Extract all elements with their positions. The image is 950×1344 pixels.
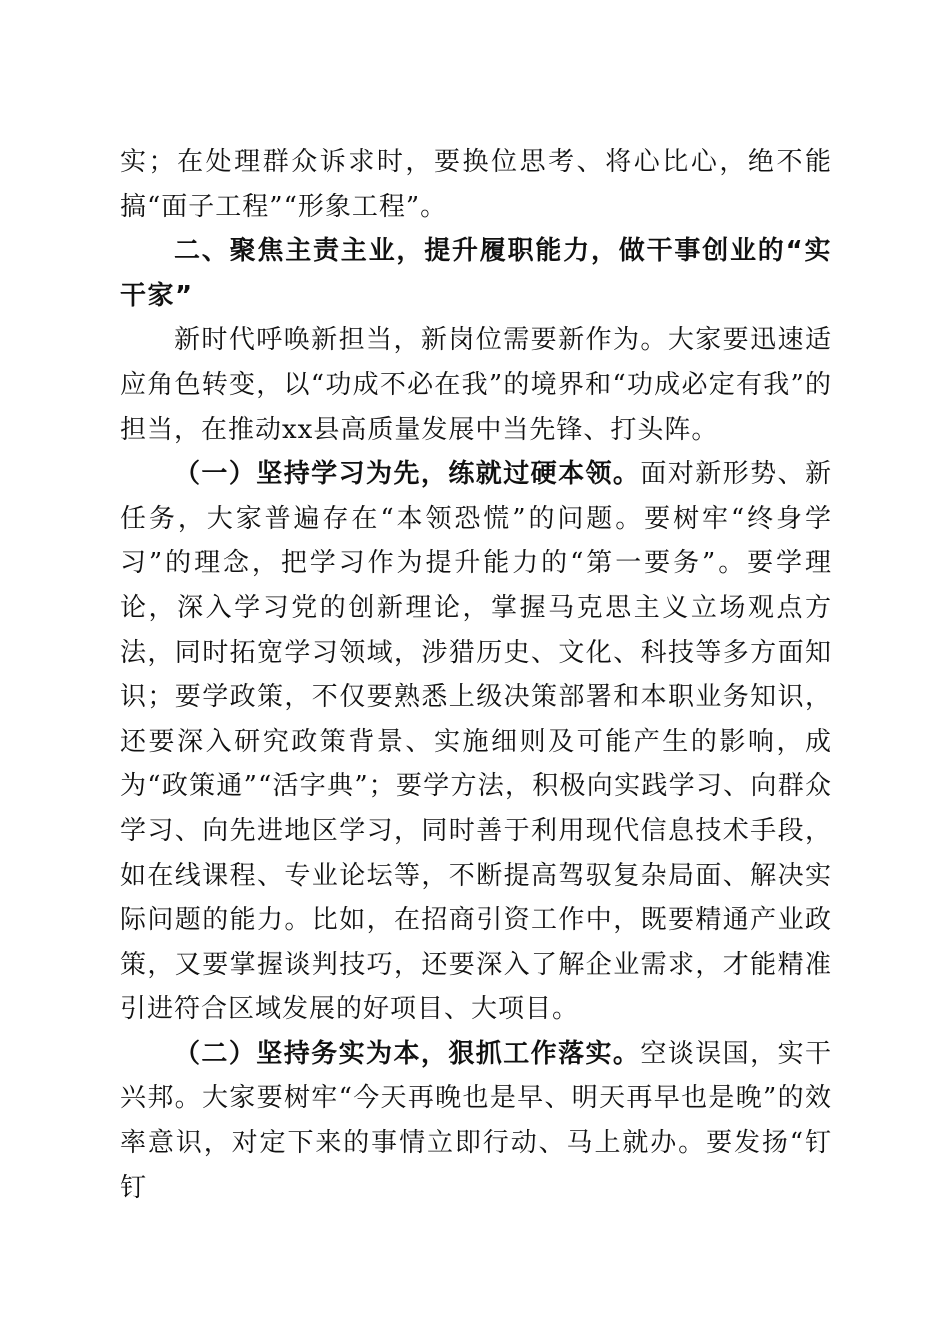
heading-text: 二、聚焦主责主业，提升履职能力，做干事创业的“实干家” <box>120 236 832 311</box>
section-heading <box>120 229 832 318</box>
document-body <box>120 140 832 1210</box>
paragraph-continuation <box>120 140 832 229</box>
paragraph-text: 实；在处理群众诉求时，要换位思考、将心比心，绝不能搞“面子工程”“形象工程”。 <box>120 147 832 222</box>
paragraph-text: 新时代呼唤新担当，新岗位需要新作为。大家要迅速适应角色转变，以“功成不必在我”的境界和“功成必定有我”的担当，在推动xx县高质量发展中当先锋、打头阵。 <box>120 325 832 445</box>
paragraph-text: 空谈误国，实干兴邦。大家要树牢“今天再晚也是早、明天再早也是晚”的效率意识，对定下来的事情立即行动、马上就办。要发扬“钉钉 <box>120 1038 832 1203</box>
paragraph-subsection-1 <box>120 452 832 1032</box>
paragraph-intro <box>120 318 832 452</box>
paragraph-subsection-2 <box>120 1032 832 1210</box>
subsection-lead: （二）坚持务实为本，狠抓工作落实。 <box>174 1038 641 1069</box>
subsection-lead: （一）坚持学习为先，练就过硬本领。 <box>174 459 641 490</box>
paragraph-text: 面对新形势、新任务，大家普遍存在“本领恐慌”的问题。要树牢“终身学习”的理念，把学习作为提升能力的“第一要务”。要学理论，深入学习党的创新理论，掌握马克思主义立场观点方法，同时拓宽学习领域，涉猎历史、文化、科技等多方面知识；要学政策，不仅要熟悉上级决策部署和本职业务知识，还要深入研究政策背景、实施细则及可能产生的影响，成为“政策通”“活字典”；要学方法，积极向实践学习、向群众学习、向先进地区学习，同时善于利用现代信息技术手段，如在线课程、专业论坛等，不断提高驾驭复杂局面、解决实际问题的能力。比如，在招商引资工作中，既要精通产业政策，又要掌握谈判技巧，还要深入了解企业需求，才能精准引进符合区域发展的好项目、大项目。 <box>120 459 832 1025</box>
